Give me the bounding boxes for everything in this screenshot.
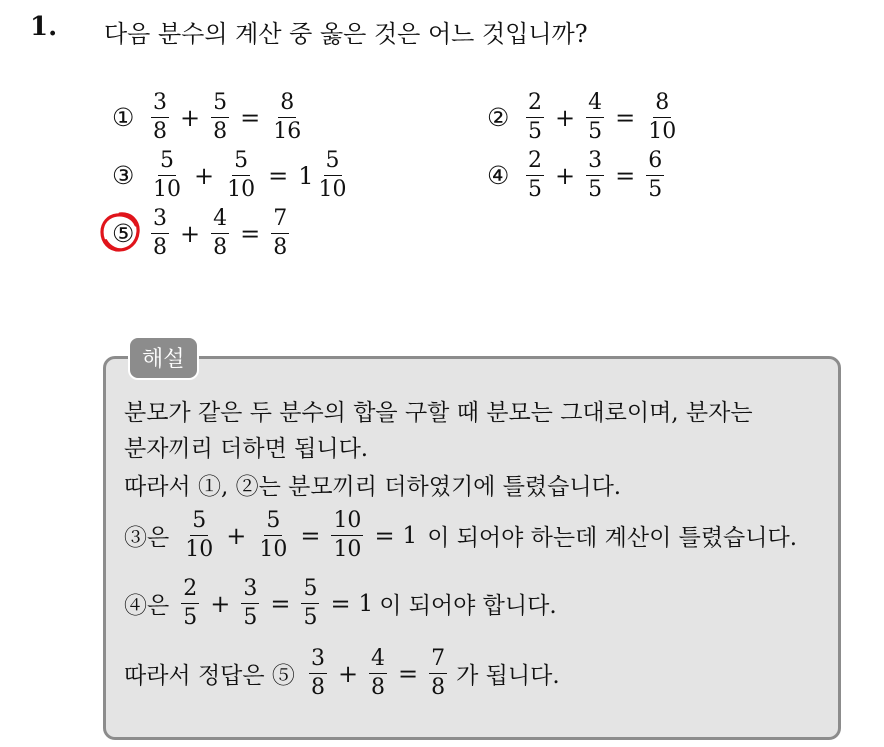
line-prefix: 따라서 정답은 ⑤ <box>124 663 295 689</box>
question-text: 다음 분수의 계산 중 옳은 것은 어느 것입니까? <box>104 20 588 48</box>
value-one: 1 <box>402 522 418 549</box>
fraction: $\frac{2}{5}$ <box>528 148 542 202</box>
line-prefix: ③은 <box>124 525 170 551</box>
fraction: $\frac{4}{5}$ <box>588 90 603 144</box>
fraction: $\frac{5}{5}$ <box>303 576 318 630</box>
fraction: $\frac{2}{5}$ <box>528 90 542 144</box>
fraction: $\frac{2}{5}$ <box>183 576 198 630</box>
plus-sign: + <box>180 103 201 132</box>
explanation-line-2: 분자끼리 더하면 됩니다. <box>124 436 369 462</box>
fraction: $\frac{6}{5}$ <box>648 148 663 202</box>
fraction: $\frac{10}{10}$ <box>333 508 362 562</box>
equals-sign: = <box>300 521 321 550</box>
plus-sign: + <box>337 659 359 688</box>
explanation-line-6 <box>124 648 560 699</box>
fraction: $\frac{3}{5}$ <box>243 576 258 630</box>
option-mark: ③ <box>112 161 135 190</box>
question-number: 1. <box>30 12 58 42</box>
plus-sign: + <box>194 161 215 190</box>
equals-sign: = <box>270 589 291 618</box>
option-4[interactable] <box>487 150 667 201</box>
fraction: $\frac{7}{8}$ <box>273 206 288 260</box>
option-3[interactable] <box>112 150 352 201</box>
explanation-line-1: 분모가 같은 두 분수의 합을 구할 때 분모는 그대로이며, 분자는 <box>124 400 753 426</box>
fraction: $\frac{3}{8}$ <box>310 646 325 700</box>
option-1[interactable] <box>112 92 306 143</box>
equals-sign: = <box>240 219 261 248</box>
plus-sign: + <box>226 521 247 550</box>
equals-sign: = <box>615 103 636 132</box>
fraction: $\frac{3}{5}$ <box>588 148 603 202</box>
value-one: 1 <box>358 590 374 617</box>
equals-sign: = <box>615 161 636 190</box>
fraction: $\frac{4}{8}$ <box>213 206 228 260</box>
line-suffix: 가 됩니다. <box>456 663 560 689</box>
answer-circle-icon <box>98 210 142 254</box>
equals-sign: = <box>268 161 289 190</box>
fraction: $\frac{5}{10}$ <box>153 148 181 202</box>
line-suffix: 이 되어야 합니다. <box>379 593 557 619</box>
line-suffix: 이 되어야 하는데 계산이 틀렸습니다. <box>427 525 798 551</box>
fraction: $\frac{5}{10}$ <box>185 508 214 562</box>
fraction: $\frac{3}{8}$ <box>153 90 167 144</box>
fraction: $\frac{8}{16}$ <box>273 90 302 144</box>
plus-sign: + <box>555 161 576 190</box>
explanation-tag: 해설 <box>128 336 199 380</box>
fraction: $\frac{4}{8}$ <box>371 646 386 700</box>
fraction: $\frac{5}{10}$ <box>259 508 288 562</box>
fraction: $\frac{7}{8}$ <box>431 646 446 700</box>
option-mark: ② <box>487 103 510 132</box>
option-2[interactable] <box>487 92 681 143</box>
fraction: $\frac{5}{8}$ <box>213 90 228 144</box>
explanation-line-4 <box>124 510 797 561</box>
equals-sign: = <box>330 589 351 618</box>
mixed-number-whole: 1 <box>298 161 314 190</box>
fraction: $\frac{5}{10}$ <box>227 148 256 202</box>
fraction: $\frac{3}{8}$ <box>153 206 167 260</box>
explanation-line-5 <box>124 578 557 629</box>
equals-sign: = <box>398 659 419 688</box>
explanation-line-3: 따라서 ①, ②는 분모끼리 더하였기에 틀렸습니다. <box>124 474 622 500</box>
plus-sign: + <box>180 219 201 248</box>
line-prefix: ④은 <box>124 593 170 619</box>
option-mark: ⑤ <box>112 219 135 248</box>
equals-sign: = <box>374 521 395 550</box>
equals-sign: = <box>240 103 261 132</box>
plus-sign: + <box>555 103 576 132</box>
fraction: $\frac{8}{10}$ <box>648 90 677 144</box>
plus-sign: + <box>210 589 231 618</box>
option-mark: ④ <box>487 161 510 190</box>
fraction: $\frac{5}{10}$ <box>318 148 347 202</box>
option-mark: ① <box>112 103 135 132</box>
